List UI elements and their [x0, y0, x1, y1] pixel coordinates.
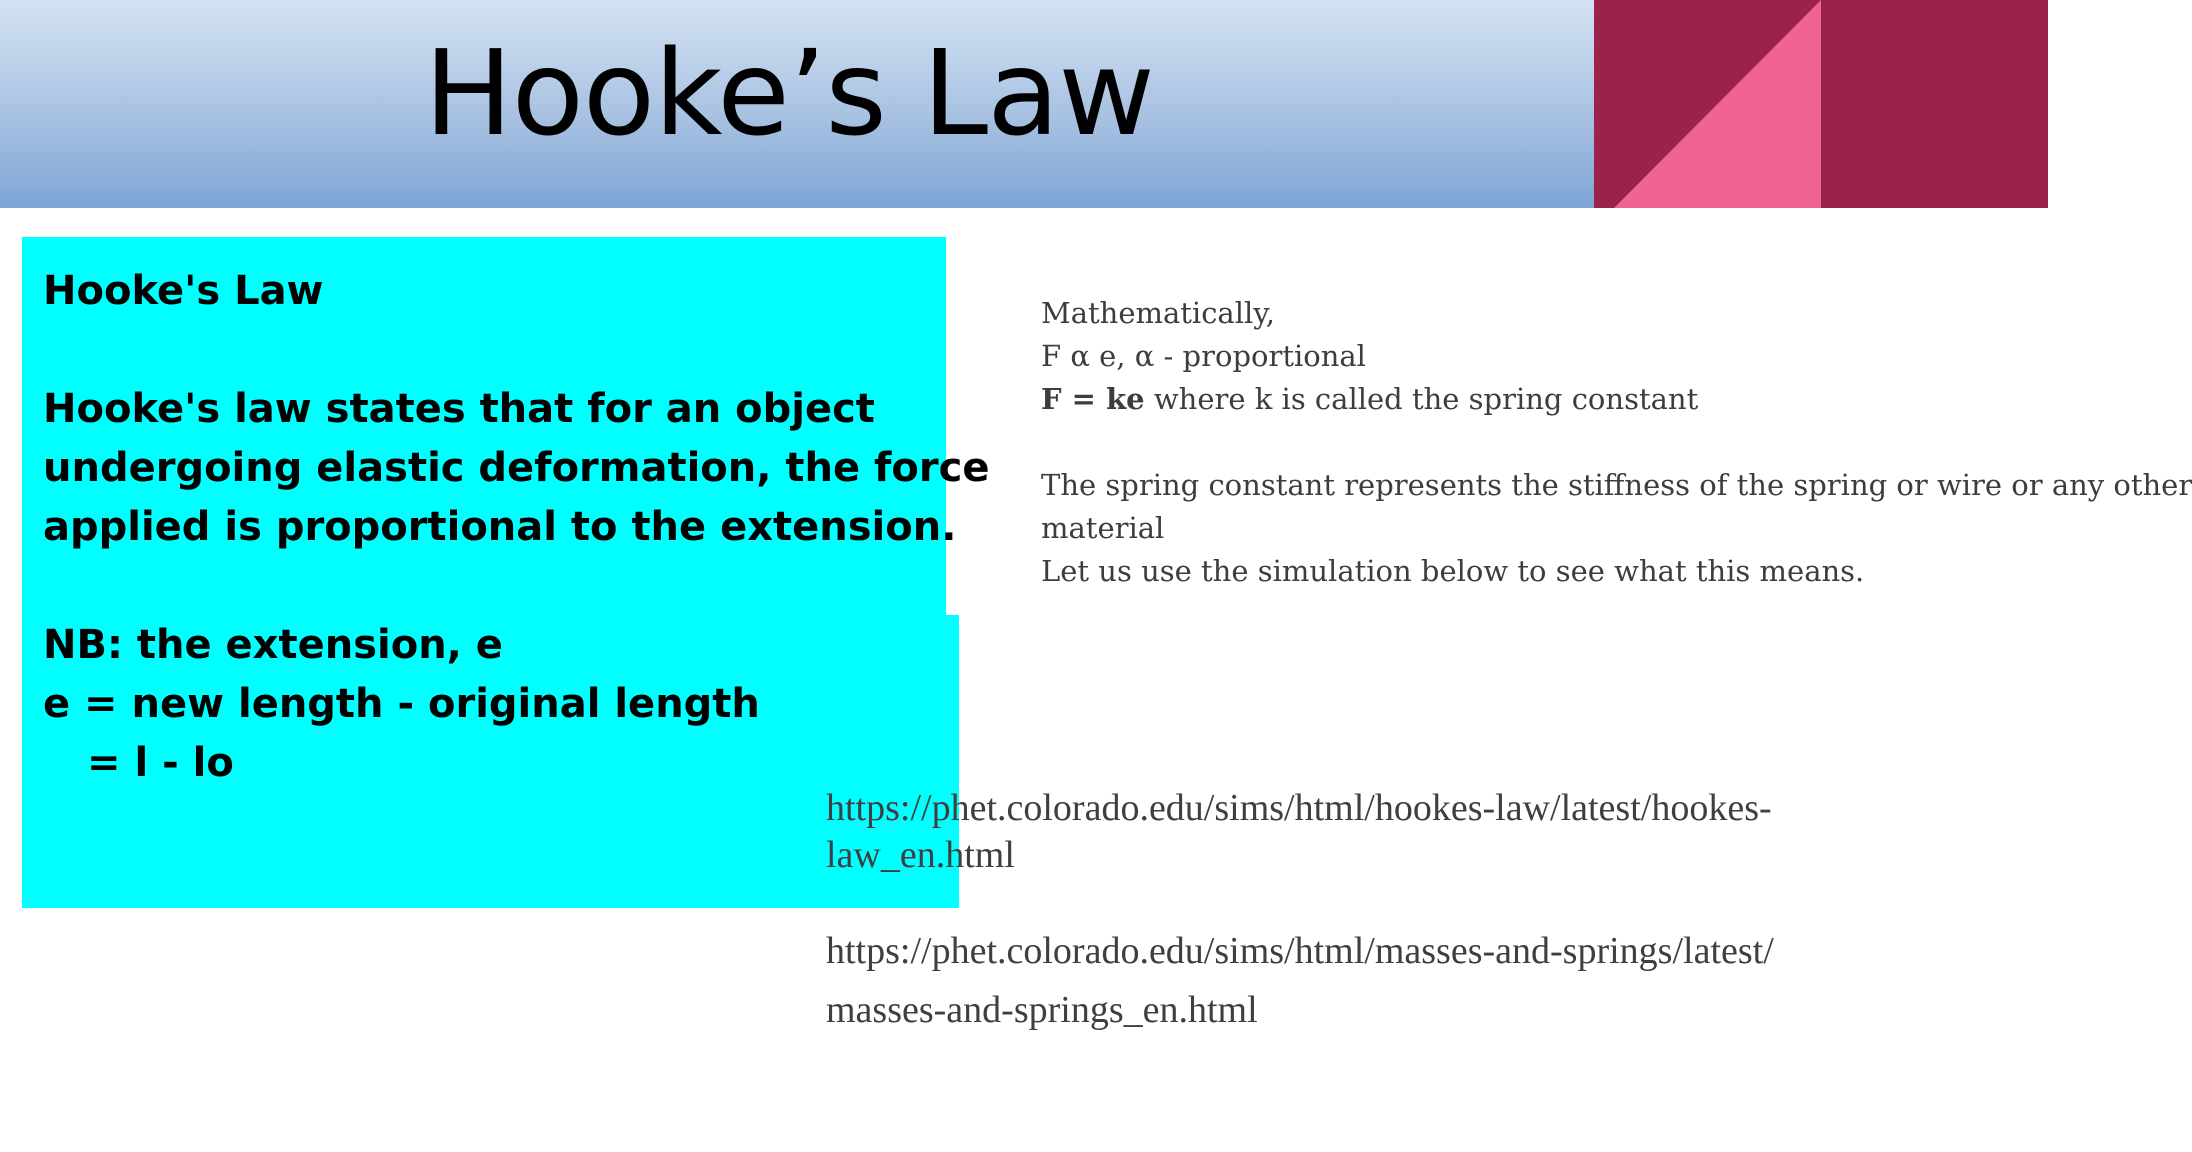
math-line	[1041, 378, 2041, 421]
statement-line: Hooke's law states that for an object	[43, 386, 875, 432]
statement-line: undergoing elastic deformation, the force	[43, 445, 990, 491]
link-masses-springs[interactable]: https://phet.colorado.edu/sims/html/masses-and-springs/latest/	[826, 930, 1774, 972]
para-line: Let us use the simulation below to see what this means.	[1041, 554, 1865, 588]
nb-line: NB: the extension, e	[43, 622, 503, 668]
link-masses-springs-cont[interactable]: masses-and-springs_en.html	[826, 989, 1258, 1031]
link-hookes-law-cont[interactable]: law_en.html	[826, 834, 1015, 876]
math-line: Mathematically,	[1041, 296, 1276, 330]
formula-rest: where k is called the spring constant	[1144, 382, 1699, 416]
deco-dark-block-right	[1821, 0, 2048, 208]
math-explanation	[1041, 292, 2192, 593]
link-hookes-law[interactable]: https://phet.colorado.edu/sims/html/hookes-law/latest/hookes-	[826, 787, 1772, 829]
formula-line: = l - lo	[87, 740, 234, 786]
corner-decoration	[1594, 0, 2048, 208]
formula-bold: F = ke	[1041, 382, 1145, 416]
statement-line: applied is proportional to the extension.	[43, 504, 957, 550]
formula-line: e = new length - original length	[43, 681, 760, 727]
definition-text	[43, 262, 990, 793]
math-line: F α e, α - proportional	[1041, 339, 1366, 373]
box-heading: Hooke's Law	[43, 268, 324, 314]
slide-title: Hooke’s Law	[424, 24, 1154, 162]
para-line: material	[1041, 511, 1165, 545]
para-line: The spring constant represents the stiffness of the spring or wire or any other	[1041, 468, 2192, 502]
